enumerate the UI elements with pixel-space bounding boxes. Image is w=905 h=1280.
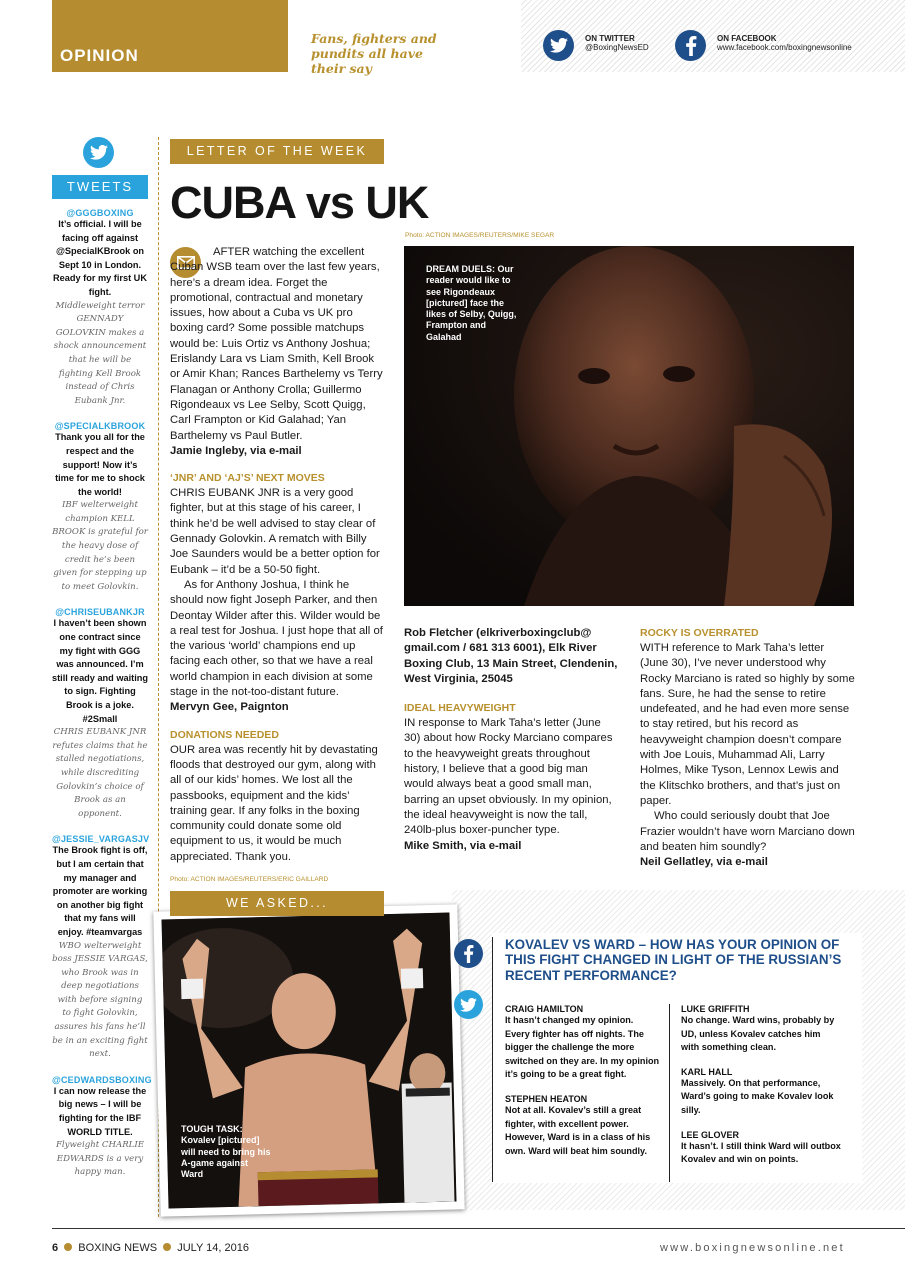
respondent-answer: It hasn’t. I still think Ward will outbox Kovalev and win on points. [681,1140,841,1165]
tweet-context: CHRIS EUBANK JNR refutes claims that he stalled negotiations, while discrediting Golovkin’s choice of Brook as an opponent. [52,727,148,819]
we-asked-answers-right [681,1004,841,1179]
letter-text: WITH reference to Mark Taha’s letter (June 30), I’ve never understood why Rocky Marciano is rated so highly by some fans. Sure, he had the sense to retire undefeated, and he had even more sense to stay retired, but his record as heavyweight champion doesn’t compare with Joe Louis, Muhammad Ali, Larry Holmes, Mike Tyson, Lennox Lewis and the Klitschko brothers, and that’s just on paper. [640,642,855,807]
publication-name: BOXING NEWS [78,1242,158,1254]
facebook-label: ON FACEBOOK [717,34,777,43]
tweet-item [52,834,148,1062]
respondent-answer: No change. Ward wins, probably by UD, unless Kovalev catches him with something clean. [681,1015,835,1053]
tweet-text: I can now release the big news – I will be fighting for the IBF WORLD TITLE. [53,1085,147,1137]
photo-credit: Photo: ACTION IMAGES/REUTERS/ERIC GAILLARD [170,876,329,883]
letter-heading: IDEAL HEAVYWEIGHT [404,702,516,715]
letter-text: OUR area was recently hit by devastating floods that destroyed our gym, along with all of our kids’ homes. We lost all the passbooks, equipment and the kids’ training gear. If any folks in the boxing community could donate some old equipment to us, it would be much appreciated. Thank you. [170,743,378,863]
letter-of-week-band: LETTER OF THE WEEK [170,139,384,164]
letters-column-2 [404,626,619,854]
tweet-context: IBF welterweight champion KELL BROOK is grateful for the heavy dose of credit he’s been given for stepping up to meet Golovkin. [52,500,148,592]
facebook-url[interactable]: www.facebook.com/boxingnewsonline [717,43,852,52]
respondent-answer: It hasn’t changed my opinion. Every fighter has off nights. The bigger the challenge the more switched on they are. In my opinion it’s going to be a great fight. [505,1015,660,1080]
respondent-name: CRAIG HAMILTON [505,1004,584,1014]
letter-heading: ‘JNR’ AND ‘AJ’S’ NEXT MOVES [170,472,325,485]
answers-divider [669,1004,670,1182]
respondent-name: LEE GLOVER [681,1129,740,1140]
tweet-handle[interactable]: @SPECIALKBROOK [54,421,146,432]
tweet-item [52,1074,152,1180]
respondent-name: LUKE GRIFFITH [681,1004,750,1014]
facebook-icon[interactable] [454,939,483,968]
twitter-handle[interactable]: @BoxingNewsED [585,43,649,52]
twitter-link[interactable] [543,30,574,61]
respondent-name: KARL HALL [681,1066,733,1077]
footer-info [52,1242,249,1254]
respondent-answer: Not at all. Kovalev’s still a great fighter, with excellent power. However, Ward is in a class of his own. Ward will beat him soundly. [505,1104,651,1156]
tweets-list [52,208,152,1193]
respondent-answer: Massively. On that performance, Ward’s going to make Kovalev look silly. [681,1077,834,1115]
letter-text: Who could seriously doubt that Joe Frazier wouldn’t have worn Marciano down and beaten him soundly? [640,810,855,853]
facebook-link[interactable] [675,30,706,61]
letters-column-3 [640,626,855,870]
headline: CUBA vs UK [170,177,429,228]
letter-cuba-text: AFTER watching the excellent Cuban WSB team over the last few years, here’s a dream idea. Forget the promotional, contractual and monetary issues, how about a Cuba vs UK pro boxing card? Some possible matchups would be: Luis Ortiz vs Anthony Joshua; Erislandy Lara vs Liam Smith, Kell Brook or Amir Khan; Rances Barthelemy vs Terry Flanagan or Anthony Crolla; Guillermo Rigondeaux vs Lee Selby, Scott Quigg, Carl Frampton or Kid Galahad; Yan Barthelemy vs Paul Butler. [170,246,383,442]
issue-date: JULY 14, 2016 [177,1242,249,1254]
tweet-context: Middleweight terror GENNADY GOLOVKIN makes a shock announcement that he will be fighting Kell Brook instead of Chris Eubank Jnr. [53,300,147,406]
letter-text: CHRIS EUBANK JNR is a very good fighter, but at this stage of his career, I think he’d be well advised to stay clear of Gennady Golovkin. A rematch with Billy Joe Saunders would be a better option for Eubank – it’d be a 50-50 fight. [170,487,380,576]
letter-signature: Mervyn Gee, Paignton [170,701,289,714]
twitter-bird-icon[interactable] [454,990,483,1019]
tweet-item [52,208,148,408]
tweet-handle[interactable]: @CHRISEUBANKJR [55,607,145,618]
tweet-context: WBO welterweight boss JESSIE VARGAS, who Brook was in deep negotiations with before signing to fight Golovkin, assures his fans he’ll be in an exciting fight next. [52,940,148,1060]
letters-column-1 [170,245,385,865]
we-asked-rule [492,937,493,1182]
tweets-band: TWEETS [52,175,148,199]
we-asked-answers-left [505,1004,660,1170]
letter-text: As for Anthony Joshua, I think he should now fight Joseph Parker, and then Deontay Wilder after this. Wilder would be a real test for Joshua. I just hope that all of the various ‘world’ champions end up facing each other, so that we have a real world champion in each division at some stage in the not-too-distant future. [170,578,383,699]
tweet-handle[interactable]: @GGGBOXING [66,208,134,218]
facebook-icon [675,30,706,61]
tweet-text: Thank you all for the respect and the support! Now it’s time for me to shock the world! [55,432,145,497]
tweet-item [52,607,148,821]
photo-caption: DREAM DUELS: Our reader would like to see Rigondeaux [pictured] face the likes of Selby, Quigg, Frampton and Galahad [426,264,517,342]
twitter-bird-icon [543,30,574,61]
twitter-label: ON TWITTER [585,34,635,43]
photo-caption: TOUGH TASK: Kovalev [pictured] will need to bring his A-game against Ward [181,1124,271,1180]
bullet-icon [64,1243,72,1251]
section-title: OPINION [60,46,139,65]
letter-signature: Jamie Ingleby, via e-mail [170,444,302,457]
photo-credit: Photo: ACTION IMAGES/REUTERS/MIKE SEGAR [405,232,555,239]
tweet-handle[interactable]: @CEDWARDSBOXING [52,1074,152,1085]
respondent-name: STEPHEN HEATON [505,1093,588,1104]
letter-text: IN response to Mark Taha’s letter (June 30) about how Rocky Marciano compares to the heavyweight greats throughout history, I believe that a good big man would always beat a good small man, barring an upset obviously. In my opinion, the ideal heavyweight is now the tall, 240lb-plus boxer-puncher type. [404,717,613,837]
website-link[interactable]: www.boxingnewsonline.net [660,1242,845,1254]
twitter-bird-icon [83,137,114,168]
bullet-icon [163,1243,171,1251]
footer-rule [52,1228,905,1229]
page-number: 6 [52,1242,59,1254]
letter-signature: Neil Gellatley, via e-mail [640,856,768,869]
tweet-text: It’s official. I will be facing off against @SpecialKBrook on Sept 10 in London. Ready for my first UK fight. [53,219,147,297]
letter-signature: Rob Fletcher (elkriverboxingclub@ gmail.com / 681 313 6001), Elk River Boxing Club, 13 Main Street, Clendenin, West Virginia, 25045 [404,627,618,685]
tweet-text: The Brook fight is off, but I am certain that my manager and promoter are working on another big fight that my fans will enjoy. #teamvargas [52,845,148,937]
tweet-handle[interactable]: @JESSIE_VARGASJV [52,834,150,845]
we-asked-band: WE ASKED... [170,891,384,916]
section-banner [52,0,288,72]
letter-heading: DONATIONS NEEDED [170,728,279,741]
letter-signature: Mike Smith, via e-mail [404,839,522,852]
tweet-context: Flyweight CHARLIE EDWARDS is a very happy man. [55,1140,145,1178]
section-tagline: Fans, fighters and pundits all have their say [311,31,437,76]
tweet-item [52,421,148,594]
tweet-text: I haven’t been shown one contract since my fight with GGG was announced. I’m still ready and waiting to sign. Fighting Brook is a joke. #2Small [52,618,148,724]
letter-heading: ROCKY IS OVERRATED [640,627,759,639]
we-asked-question: KOVALEV VS WARD – HOW HAS YOUR OPINION OF THIS FIGHT CHANGED IN LIGHT OF THE RUSSIAN’S RECENT PERFORMANCE? [505,937,842,983]
